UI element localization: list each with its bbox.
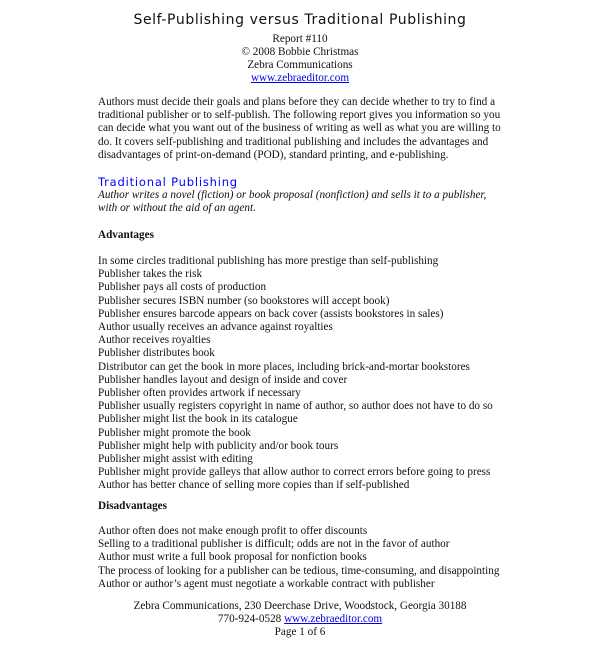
list-item: Author has better chance of selling more copies than if self-published: [98, 479, 410, 492]
page-number: Page 1 of 6: [274, 626, 326, 638]
footer-address: Zebra Communications, 230 Deerchase Drive, Woodstock, Georgia 30188: [133, 600, 467, 612]
section-description: Author writes a novel (fiction) or book proposal (nonfiction) and sells it to a publisher, with or without the aid of an agent.: [98, 189, 487, 215]
section-heading: Traditional Publishing: [98, 175, 238, 189]
list-item: Author often does not make enough profit to offer discounts: [98, 525, 368, 537]
list-item: Publisher might promote the book: [98, 426, 251, 439]
intro-paragraph: Authors must decide their goals and plans before they can decide whether to try to find a traditional publisher or to self-publish. The following report gives you information so you can decide what you want out of the business of writing as well as what you are willing to do. It covers self-publishing and traditional publishing and includes the advantages and disadvantages of print-on-demand (POD), standard printing, and e-publishing.: [98, 96, 501, 161]
disadvantages-list: [98, 525, 538, 591]
advantages-heading: Advantages: [98, 229, 154, 241]
page-title: Self-Publishing versus Traditional Publishing: [133, 12, 467, 28]
list-item: Publisher ensures barcode appears on back cover (assists bookstores in sales): [98, 307, 444, 320]
list-item: Publisher takes the risk: [98, 268, 203, 281]
list-item: Author receives royalties: [98, 334, 211, 347]
list-item: Publisher might assist with editing: [98, 453, 253, 466]
report-number: Report #110: [272, 33, 328, 45]
copyright: © 2008 Bobbie Christmas: [241, 46, 359, 58]
disadvantages-heading: Disadvantages: [98, 500, 167, 512]
list-item: In some circles traditional publishing has more prestige than self-publishing: [98, 255, 439, 267]
footer-phone: 770-924-0528: [217, 613, 282, 625]
list-item: Author must write a full book proposal for nonfiction books: [98, 551, 367, 564]
list-item: Publisher might list the book in its catalogue: [98, 413, 298, 426]
list-item: Publisher secures ISBN number (so bookstores will accept book): [98, 294, 390, 307]
list-item: Author or author’s agent must negotiate a workable contract with publisher: [98, 577, 435, 590]
footer-contact: [0, 613, 600, 626]
list-item: Publisher might help with publicity and/or book tours: [98, 439, 339, 452]
website-link[interactable]: www.zebraeditor.com: [250, 72, 350, 84]
list-item: Publisher handles layout and design of inside and cover: [98, 373, 348, 386]
list-item: Publisher might provide galleys that allow author to correct errors before going to press: [98, 466, 491, 479]
advantages-list: [98, 255, 538, 493]
list-item: Publisher distributes book: [98, 347, 215, 360]
list-item: Distributor can get the book in more places, including brick-and-mortar bookstores: [98, 360, 470, 373]
list-item: Publisher often provides artwork if necessary: [98, 387, 301, 400]
list-item: Author usually receives an advance against royalties: [98, 321, 333, 334]
company: Zebra Communications: [247, 59, 353, 71]
footer-website-link[interactable]: www.zebraeditor.com: [284, 613, 383, 625]
list-item: The process of looking for a publisher can be tedious, time-consuming, and disappointing: [98, 564, 500, 577]
list-item: Selling to a traditional publisher is difficult; odds are not in the favor of author: [98, 538, 450, 551]
list-item: Publisher usually registers copyright in name of author, so author does not have to do so: [98, 400, 493, 413]
list-item: Publisher pays all costs of production: [98, 281, 267, 294]
